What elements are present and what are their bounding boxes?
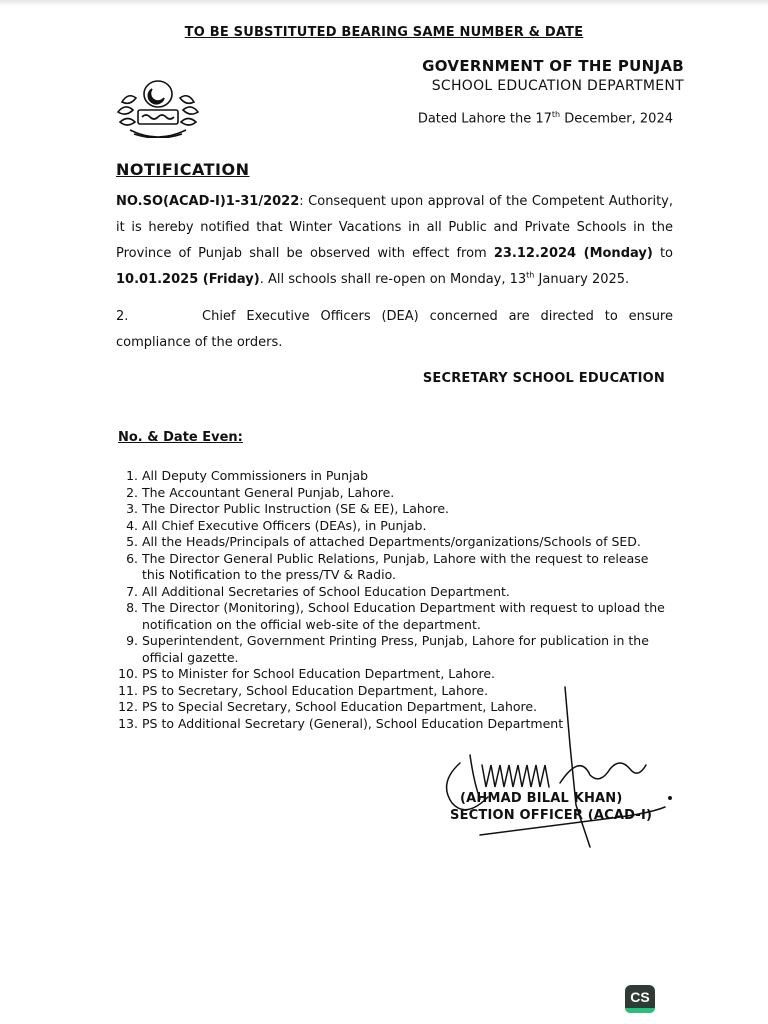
even-heading: No. & Date Even:	[118, 430, 243, 445]
list-item	[100, 551, 675, 584]
signatory-title: SECTION OFFICER (ACAD-I)	[450, 808, 653, 823]
signature	[430, 685, 690, 855]
list-item-number: 4.	[126, 517, 138, 533]
secretary-designation: SECRETARY SCHOOL EDUCATION	[422, 371, 665, 386]
list-item	[100, 666, 675, 683]
list-item	[100, 534, 675, 551]
list-item	[100, 584, 675, 601]
list-item-number: 5.	[126, 534, 138, 549]
signatory-name: (AHMAD BILAL KHAN)	[460, 791, 623, 806]
list-item-text: All the Heads/Principals of attached Departments/organizations/Schools of SED.	[142, 534, 641, 549]
punjab-emblem-icon	[112, 72, 204, 138]
list-item-text: PS to Special Secretary, School Education Department, Lahore.	[142, 699, 538, 714]
camscanner-badge-icon: CS	[625, 985, 655, 1013]
list-item-number: 10.	[118, 666, 138, 681]
list-item-text: Superintendent, Government Printing Press, Punjab, Lahore for publication in the official gazette.	[142, 633, 649, 665]
list-item	[100, 518, 675, 535]
list-item-text: All Chief Executive Officers (DEAs), in Punjab.	[142, 517, 427, 533]
list-item-number: 11.	[118, 682, 138, 698]
notification-number: NO.SO(ACAD-I)1-31/2022	[116, 194, 300, 209]
notification-paragraph-1: NO.SO(ACAD-I)1-31/2022: Consequent upon approval of the Competent Authority, it is hereby notified that Winter Vacations in all Public and Private Schools in the Province of Punjab shall be observed with effect from 23.12.2024 (Monday) to 10.01.2025 (Friday). All schools shall re-open on Monday, 13th January 2025.	[116, 194, 673, 287]
list-item-number: 12.	[118, 699, 138, 714]
list-item-text: PS to Additional Secretary (General), School Education Department	[142, 715, 564, 731]
government-title: GOVERNMENT OF THE PUNJAB	[422, 57, 684, 75]
scan-edge	[0, 0, 768, 6]
list-item-text: PS to Minister for School Education Department, Lahore.	[142, 666, 495, 681]
date-to: 10.01.2025 (Friday)	[116, 272, 260, 287]
list-item-text: All Additional Secretaries of School Education Department.	[142, 583, 510, 599]
notification-paragraph-2: 2. Chief Executive Officers (DEA) concerned are directed to ensure compliance of the orders.	[116, 309, 673, 350]
department-title: SCHOOL EDUCATION DEPARTMENT	[431, 78, 684, 94]
list-item	[100, 633, 675, 666]
date-from: 23.12.2024 (Monday)	[493, 246, 653, 261]
substitution-note: TO BE SUBSTITUTED BEARING SAME NUMBER & DATE	[184, 25, 584, 40]
list-item-text: The Director General Public Relations, Punjab, Lahore with the request to release this Notification to the press/TV & Radio.	[142, 550, 649, 582]
list-item-text: PS to Secretary, School Education Department, Lahore.	[142, 682, 489, 698]
list-item-number: 1.	[126, 468, 138, 483]
notification-heading: NOTIFICATION	[116, 160, 250, 179]
list-item-number: 2.	[126, 484, 138, 500]
list-item-text: The Director (Monitoring), School Education Department with request to upload the notification on the official web-site of the department.	[142, 600, 665, 632]
list-item-text: The Director Public Instruction (SE & EE), Lahore.	[142, 501, 449, 516]
list-item-number: 7.	[126, 583, 138, 599]
list-item	[100, 485, 675, 502]
list-item-number: 13.	[118, 715, 138, 731]
list-item-number: 3.	[126, 501, 138, 516]
list-item-text: The Accountant General Punjab, Lahore.	[142, 484, 395, 500]
list-item-number: 6.	[126, 550, 138, 566]
dated-line: Dated Lahore the 17th December, 2024	[417, 110, 673, 127]
list-item-number: 9.	[126, 633, 138, 648]
list-item-text: All Deputy Commissioners in Punjab	[142, 468, 369, 483]
list-item	[100, 501, 675, 518]
list-item-number: 8.	[126, 600, 138, 615]
list-item	[100, 468, 675, 485]
list-item	[100, 600, 675, 633]
